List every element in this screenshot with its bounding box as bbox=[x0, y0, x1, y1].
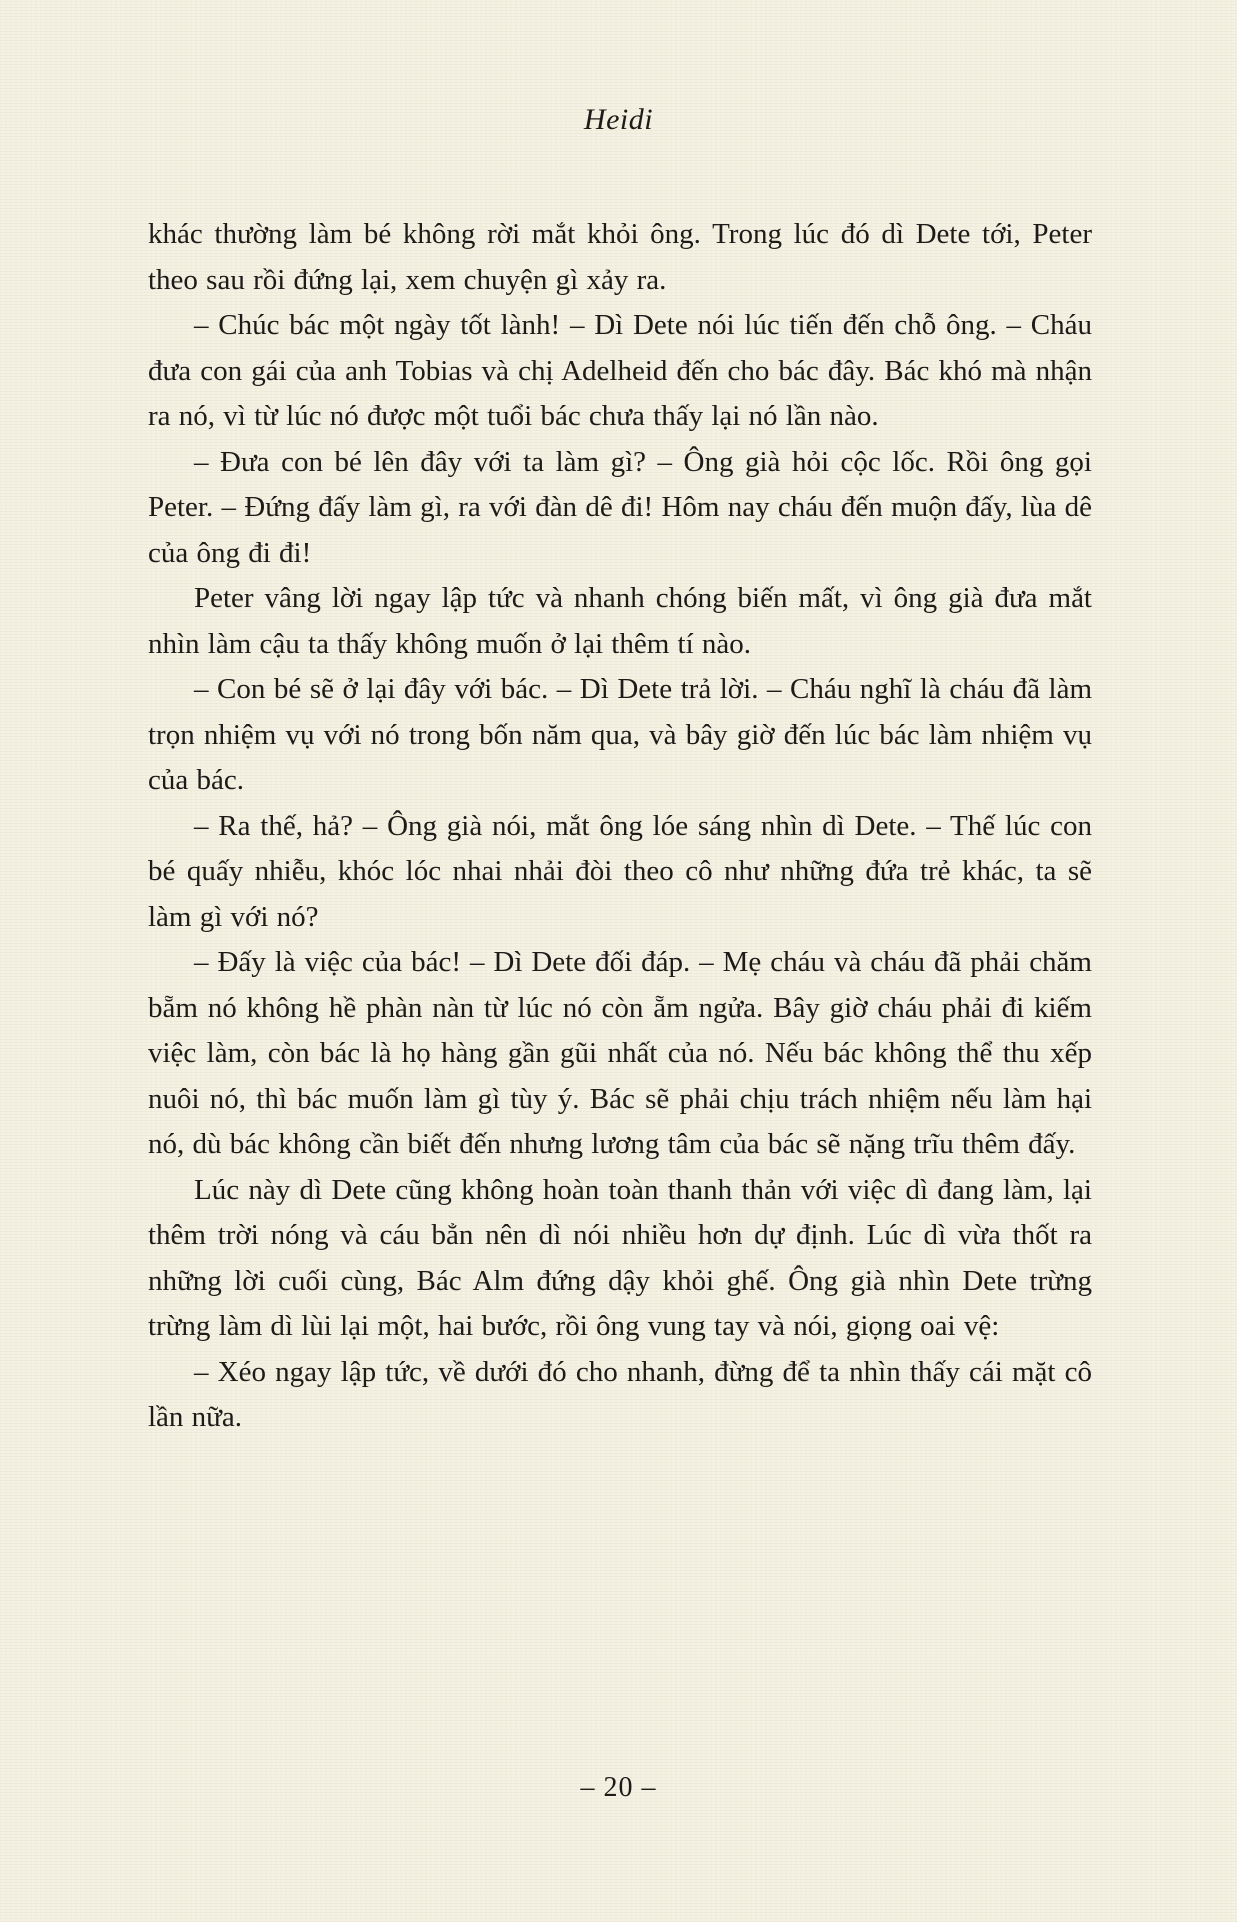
running-header: Heidi bbox=[583, 103, 654, 136]
body-paragraph: – Đưa con bé lên đây với ta làm gì? – Ông già hỏi cộc lốc. Rồi ông gọi Peter. – Đứng đấy làm gì, ra với đàn dê đi! Hôm nay cháu đến muộn đấy, lùa dê của ông đi đi! bbox=[148, 445, 1092, 569]
body-paragraph: khác thường làm bé không rời mắt khỏi ông. Trong lúc đó dì Dete tới, Peter theo sau rồi đứng lại, xem chuyện gì xảy ra. bbox=[148, 218, 1092, 296]
body-paragraph: – Xéo ngay lập tức, về dưới đó cho nhanh, đừng để ta nhìn thấy cái mặt cô lần nữa. bbox=[148, 1355, 1092, 1433]
body-paragraph: – Con bé sẽ ở lại đây với bác. – Dì Dete trả lời. – Cháu nghĩ là cháu đã làm trọn nhiệm vụ với nó trong bốn năm qua, và bây giờ đến lúc bác làm nhiệm vụ của bác. bbox=[148, 673, 1092, 796]
page-number: – 20 – bbox=[580, 1772, 657, 1803]
body-paragraph: – Chúc bác một ngày tốt lành! – Dì Dete nói lúc tiến đến chỗ ông. – Cháu đưa con gái của anh Tobias và chị Adelheid đến cho bác đây. Bác khó mà nhận ra nó, vì từ lúc nó được một tuổi bác chưa thấy lại nó lần nào. bbox=[148, 309, 1092, 432]
page-body bbox=[148, 212, 1092, 1441]
body-paragraph: Lúc này dì Dete cũng không hoàn toàn thanh thản với việc dì đang làm, lại thêm trời nóng và cáu bẳn nên dì nói nhiều hơn dự định. Lúc dì vừa thốt ra những lời cuối cùng, Bác Alm đứng dậy khỏi ghế. Ông già nhìn Dete trừng trừng làm dì lùi lại một, hai bước, rồi ông vung tay và nói, giọng oai vệ: bbox=[148, 1173, 1092, 1342]
body-paragraph: Peter vâng lời ngay lập tức và nhanh chóng biến mất, vì ông già đưa mắt nhìn làm cậu ta thấy không muốn ở lại thêm tí nào. bbox=[148, 582, 1092, 660]
body-paragraph: – Đấy là việc của bác! – Dì Dete đối đáp. – Mẹ cháu và cháu đã phải chăm bẵm nó không hề phàn nàn từ lúc nó còn ẵm ngửa. Bây giờ cháu phải đi kiếm việc làm, còn bác là họ hàng gần gũi nhất của nó. Nếu bác không thể thu xếp nuôi nó, thì bác muốn làm gì tùy ý. Bác sẽ phải chịu trách nhiệm nếu làm hại nó, dù bác không cần biết đến nhưng lương tâm của bác sẽ nặng trĩu thêm đấy. bbox=[148, 946, 1092, 1160]
body-paragraph: – Ra thế, hả? – Ông già nói, mắt ông lóe sáng nhìn dì Dete. – Thế lúc con bé quấy nhiễu, khóc lóc nhai nhải đòi theo cô như những đứa trẻ khác, ta sẽ làm gì với nó? bbox=[148, 809, 1092, 933]
